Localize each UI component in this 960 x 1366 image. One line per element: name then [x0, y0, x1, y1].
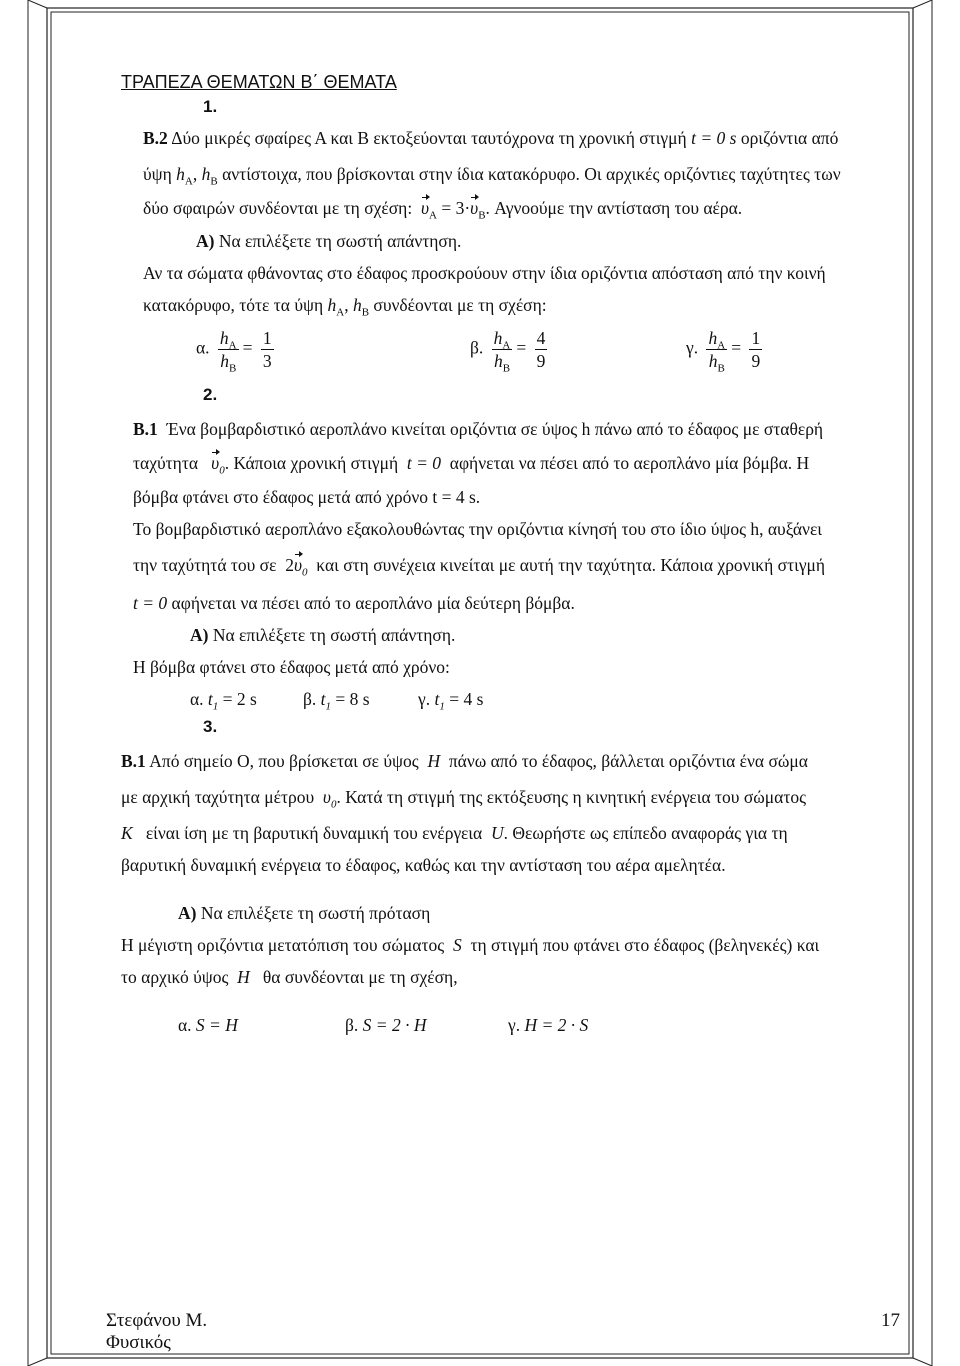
q3-text: Από σημείο Ο, που βρίσκεται σε ύψος [149, 751, 419, 771]
q3-line-6 [121, 934, 819, 956]
option-value: = 2 s [222, 689, 257, 709]
q2-text: . Κάποια χρονική στιγμή [224, 453, 399, 473]
q1-part-a-text: Να επιλέξετε τη σωστή απάντηση. [218, 231, 462, 251]
q1-part-a-heading [196, 230, 461, 252]
q1-heights-symbols: $h_A$, $h_B$ [327, 295, 370, 319]
q1-text: ύψη [143, 164, 172, 184]
q1-line-1 [143, 127, 838, 149]
q3-line-1 [121, 750, 808, 772]
q2-part-a-label: Α) [190, 625, 209, 645]
q1-text: δύο σφαιρών συνδέονται με τη σχέση: [143, 198, 413, 218]
option-label: α. [178, 1015, 192, 1035]
q3-part-a-heading [178, 902, 430, 924]
option-value: = 4 s [449, 689, 484, 709]
q2-part-a-text: Να επιλέξετε τη σωστή απάντηση. [212, 625, 456, 645]
q1-heights-symbols: $h_A$, $h_B$ [176, 164, 218, 188]
time-symbol: $t_1$ [320, 689, 332, 713]
page-number: 17 [881, 1310, 900, 1331]
symbol-K: K [121, 823, 133, 843]
q3-line-4: βαρυτική δυναμική ενέργεια το έδαφος, καθώς και την αντίσταση του αέρα αμελητέα. [121, 855, 726, 875]
q3-text: . Θεωρήστε ως επίπεδο αναφοράς για τη [503, 823, 788, 843]
option-value: = 8 s [335, 689, 370, 709]
q2-text: αφήνεται να πέσει από το αεροπλάνο μία βόμβα. Η [449, 453, 810, 473]
q2-time-eq: t = 0 [133, 593, 168, 613]
q2-line-1 [133, 418, 823, 440]
option-label: γ. [418, 689, 431, 709]
option-label: α. [196, 337, 210, 358]
q1-text: συνδέονται με τη σχέση: [373, 295, 547, 315]
author-name: Στεφάνου Μ. [106, 1310, 208, 1331]
option-label: γ. [508, 1015, 521, 1035]
q2-line-4: Το βομβαρδιστικό αεροπλάνο εξακολουθώντας την οριζόντια κίνησή του στο ίδιο ύψος h, αυξάνει [133, 519, 823, 539]
q3-text: Η μέγιστη οριζόντια μετατόπιση του σώματος [121, 935, 445, 955]
q3-part-a-label: Α) [178, 903, 197, 923]
q1-option-c[interactable]: γ. $\frac{h_A}{h_B}$ = $\frac{1}{9}$ [686, 328, 761, 375]
option-label: β. [470, 337, 484, 358]
q2-text: ταχύτητα [133, 453, 199, 473]
symbol-v0: $\upsilon_0$ [322, 787, 337, 811]
q3-option-c[interactable] [508, 1014, 588, 1036]
symbol-H: H [427, 751, 441, 771]
q3-text: πάνω από το έδαφος, βάλλεται οριζόντια ένα σώμα [448, 751, 808, 771]
q3-option-b[interactable] [345, 1014, 426, 1036]
q1-text: Δύο μικρές σφαίρες Α και Β εκτοξεύονται ταυτόχρονα τη χρονική στιγμή [171, 128, 687, 148]
q2-line-3: βόμβα φτάνει στο έδαφος μετά από χρόνο t = 4 s. [133, 487, 481, 507]
q3-line-3 [121, 822, 788, 844]
time-symbol: $t_1$ [207, 689, 219, 713]
q3-label: Β.1 [121, 751, 146, 771]
symbol-S: S [452, 935, 462, 955]
footer-author [106, 1310, 207, 1354]
q2-option-b[interactable] [303, 688, 370, 713]
q3-text: με αρχική ταχύτητα μέτρου [121, 787, 315, 807]
q2-line-8: Η βόμβα φτάνει στο έδαφος μετά από χρόνο: [133, 657, 450, 677]
fraction-value: $\frac{1}{3}$ [262, 328, 272, 371]
q3-line-2 [121, 786, 807, 811]
q1-text: . Αγνοούμε την αντίσταση του αέρα. [485, 198, 743, 218]
q2-option-a[interactable] [190, 688, 257, 713]
option-label: α. [190, 689, 204, 709]
option-equation: H = 2 · S [524, 1015, 589, 1035]
fraction-value: $\frac{4}{9}$ [536, 328, 546, 371]
question-number-1: 1. [203, 97, 218, 116]
q1-text: κατακόρυφο, τότε τα ύψη [143, 295, 324, 315]
time-symbol: $t_1$ [434, 689, 445, 713]
fraction-value: $\frac{1}{9}$ [751, 328, 761, 371]
question-number-2: 2. [203, 385, 218, 404]
option-label: γ. [686, 337, 699, 358]
page-title: ΤΡΑΠΕΖΑ ΘΕΜΑΤΩΝ Β΄ ΘΕΜΑΤΑ [121, 72, 397, 92]
q3-text: θα συνδέονται με τη σχέση, [262, 967, 458, 987]
q2-text: Ένα βομβαρδιστικό αεροπλάνο κινείται οριζόντια σε ύψος h πάνω από το έδαφος με σταθερή [166, 419, 824, 439]
q2-part-a-heading [190, 624, 455, 646]
q1-label: Β.2 [143, 128, 168, 148]
q3-part-a-text: Να επιλέξετε τη σωστή πρόταση [200, 903, 431, 923]
q2-text: αφήνεται να πέσει από το αεροπλάνο μία δεύτερη βόμβα. [171, 593, 575, 613]
q2-velocity-symbol: $\upsilon_0$ [211, 453, 225, 477]
q3-text: . Κατά τη στιγμή της εκτόξευσης η κινητική ενέργεια του σώματος [336, 787, 807, 807]
author-role: Φυσικός [106, 1332, 171, 1353]
q1-text: οριζόντια από [740, 128, 839, 148]
q3-line-7 [121, 966, 458, 988]
question-number-3: 3. [203, 717, 218, 736]
option-label: β. [303, 689, 317, 709]
q1-velocity-relation: $\upsilon_A = 3\cdot\upsilon_B$ [420, 198, 486, 222]
q1-time-eq: t = 0 s [691, 128, 737, 148]
q2-text: και στη συνέχεια κινείται με αυτή την ταχύτητα. Κάποια χρονική στιγμή [316, 555, 826, 575]
option-equation: S = 2 · H [362, 1015, 427, 1035]
q1-option-a[interactable]: α. $\frac{h_A}{h_B}$ = $\frac{1}{3}$ [196, 328, 272, 375]
q1-line-2 [143, 163, 841, 188]
q1-option-b[interactable]: β. $\frac{h_A}{h_B}$ = $\frac{4}{9}$ [470, 328, 546, 375]
fraction: $\frac{h_A}{h_B}$ [493, 328, 511, 375]
q3-text: τη στιγμή που φτάνει στο έδαφος (βεληνεκές) και [470, 935, 820, 955]
q2-line-5 [133, 554, 826, 579]
q3-text: είναι ίση με τη βαρυτική δυναμική του ενέργεια [145, 823, 483, 843]
option-label: β. [345, 1015, 359, 1035]
q2-text: την ταχύτητά του σε [133, 555, 277, 575]
symbol-H: H [237, 967, 250, 987]
q3-text: το αρχικό ύψος [121, 967, 229, 987]
q1-line-5: Αν τα σώματα φθάνοντας στο έδαφος προσκρούουν στην ίδια οριζόντια απόσταση από την κοινή [143, 263, 826, 283]
q3-option-a[interactable] [178, 1014, 238, 1036]
q2-time-eq: t = 0 [406, 453, 442, 473]
q2-option-c[interactable] [418, 688, 484, 713]
q1-text: αντίστοιχα, που βρίσκονται στην ίδια κατακόρυφο. Οι αρχικές οριζόντιες ταχύτητες των [222, 164, 841, 184]
fraction: $\frac{h_A}{h_B}$ [219, 328, 237, 375]
symbol-U: U [490, 823, 504, 843]
fraction: $\frac{h_A}{h_B}$ [708, 328, 726, 375]
q2-line-2 [133, 452, 810, 477]
q1-line-3 [143, 197, 743, 222]
q2-label: Β.1 [133, 419, 158, 439]
q2-line-6 [133, 592, 575, 614]
option-equation: S = H [195, 1015, 238, 1035]
q1-line-6 [143, 294, 547, 319]
q2-velocity-2v0: $2\upsilon_0$ [285, 555, 308, 579]
q1-part-a-label: Α) [196, 231, 215, 251]
